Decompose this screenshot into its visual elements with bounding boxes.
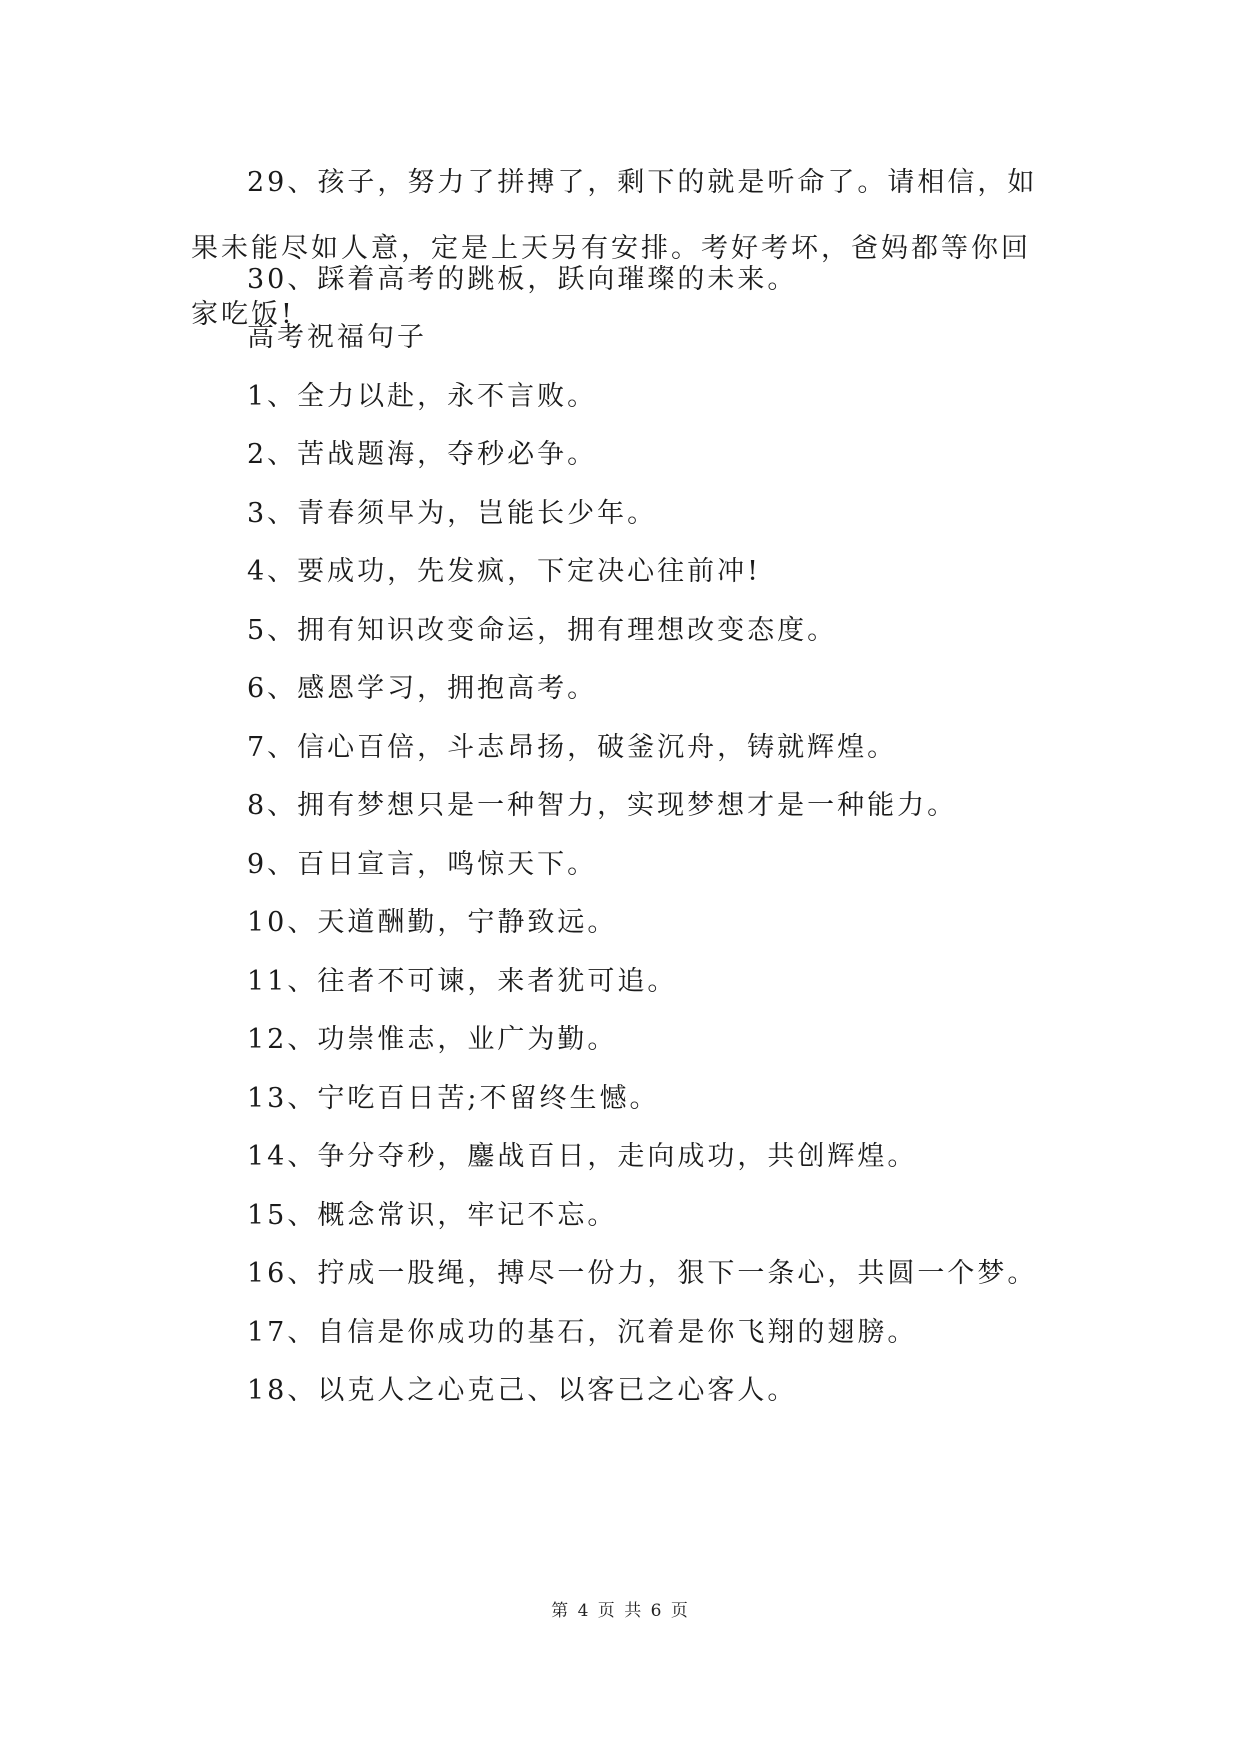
list-item: 1、全力以赴，永不言败。	[247, 381, 598, 412]
list-item: 6、感恩学习，拥抱高考。	[247, 673, 598, 704]
section-title: 高考祝福句子	[247, 322, 427, 353]
list-item: 3、青春须早为，岂能长少年。	[247, 498, 658, 529]
list-item: 13、宁吃百日苦;不留终生憾。	[247, 1083, 660, 1114]
paragraph-29: 29、孩子，努力了拼搏了，剩下的就是听命了。请相信，如果未能尽如人意，定是上天另有安排。考好考坏，爸妈都等你回家吃饭!	[191, 167, 1038, 330]
list-item: 7、信心百倍，斗志昂扬，破釜沉舟，铸就辉煌。	[247, 732, 898, 763]
list-item: 10、天道酬勤，宁静致远。	[247, 907, 618, 938]
list-item: 17、自信是你成功的基石，沉着是你飞翔的翅膀。	[247, 1317, 918, 1348]
list-item: 18、以克人之心克己、以客已之心客人。	[247, 1375, 798, 1406]
line-30: 30、踩着高考的跳板，跃向璀璨的未来。	[247, 264, 798, 295]
list-item: 15、概念常识，牢记不忘。	[247, 1200, 618, 1231]
page-footer: 第 4 页 共 6 页	[551, 1601, 690, 1621]
list-item: 9、百日宣言，鸣惊天下。	[247, 849, 598, 880]
list-item: 4、要成功，先发疯，下定决心往前冲!	[247, 556, 762, 587]
list-item: 16、拧成一股绳，搏尽一份力，狠下一条心，共圆一个梦。	[247, 1258, 1038, 1289]
list-item: 8、拥有梦想只是一种智力，实现梦想才是一种能力。	[247, 790, 958, 821]
list-item: 11、往者不可谏，来者犹可追。	[247, 966, 678, 997]
list-item: 14、争分夺秒，鏖战百日，走向成功，共创辉煌。	[247, 1141, 918, 1172]
list-item: 12、功崇惟志，业广为勤。	[247, 1024, 618, 1055]
list-item: 5、拥有知识改变命运，拥有理想改变态度。	[247, 615, 838, 646]
list-item: 2、苦战题海，夺秒必争。	[247, 439, 598, 470]
